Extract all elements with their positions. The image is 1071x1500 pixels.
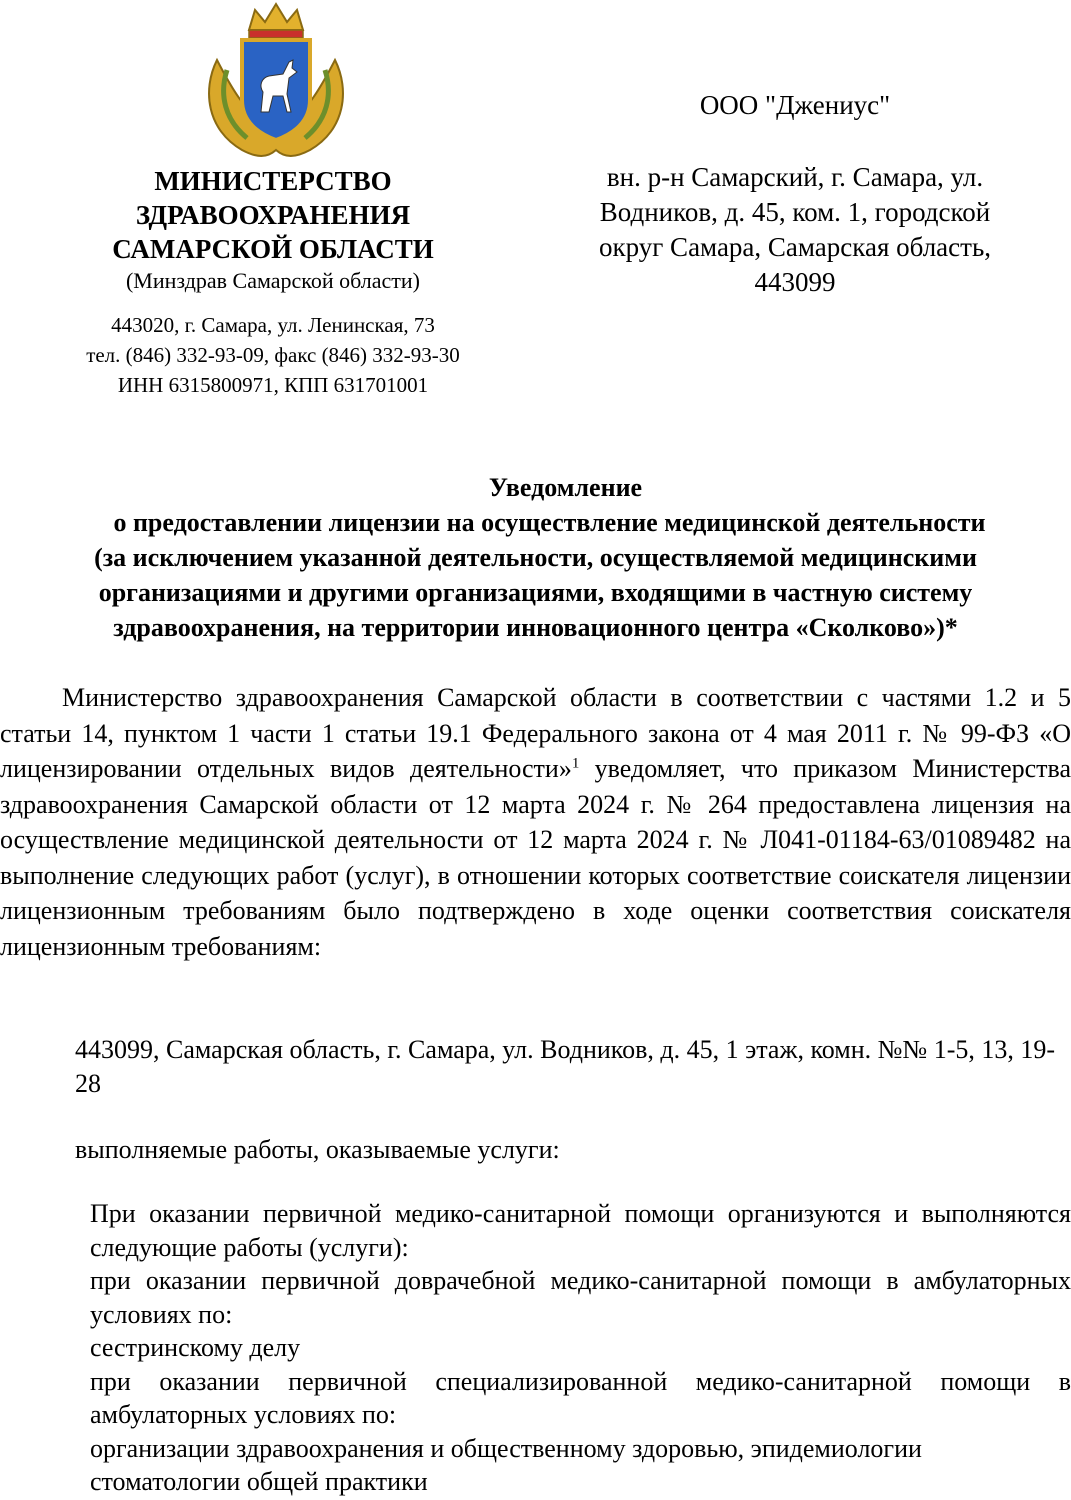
recipient-block	[560, 88, 1030, 300]
ministry-phone: тел. (846) 332-93-09, факс (846) 332-93-30	[86, 343, 460, 367]
document-title	[0, 470, 1071, 645]
main-paragraph	[0, 680, 1071, 964]
recipient-name: ООО "Джениус"	[699, 90, 891, 120]
service-item: при оказании первичной специализированной медико-санитарной помощи в амбулаторных условиях по:	[90, 1366, 1071, 1429]
services-list	[90, 1197, 1071, 1499]
footnote-mark: 1	[571, 755, 580, 772]
ministry-name-line1: МИНИСТЕРСТВО	[154, 166, 392, 196]
works-heading: выполняемые работы, оказываемые услуги:	[75, 1135, 560, 1164]
service-item: сестринскому делу	[90, 1333, 301, 1362]
activity-address: 443099, Самарская область, г. Самара, ул. Водников, д. 45, 1 этаж, комн. №№ 1-5, 13, 19-28	[75, 1035, 1056, 1098]
ministry-short-name: (Минздрав Самарской области)	[125, 268, 421, 293]
ministry-header	[40, 164, 506, 400]
service-item: стоматологии общей практики	[90, 1467, 428, 1496]
title-line4: организациями и другими организациями, входящими в частную систему	[98, 578, 973, 607]
recipient-address-line1: вн. р-н Самарский, г. Самара, ул.	[606, 162, 984, 192]
title-line1: Уведомление	[488, 473, 643, 502]
recipient-address-line3: округ Самара, Самарская область,	[598, 232, 992, 262]
ministry-contacts	[40, 310, 506, 400]
ministry-name-line2: ЗДРАВООХРАНЕНИЯ	[135, 200, 411, 230]
body-part2: уведомляет, что приказом Министерства здравоохранения Самарской области от 12 марта 2024 г. № 264 предоставлена лицензия на осуществление медицинской деятельности от 12 марта 2024 г. № Л041-01184-63/01089482 на выполнение следующих работ (услуг), в отношении которых соответствие соискателя лицензии лицензионным требованиям было подтверждено в ходе оценки соответствия соискателя лицензионным требованиям:	[0, 754, 1071, 961]
ministry-name-line3: САМАРСКОЙ ОБЛАСТИ	[112, 234, 434, 264]
ministry-address: 443020, г. Самара, ул. Ленинская, 73	[111, 313, 435, 337]
recipient-address-line2: Водников, д. 45, ком. 1, городской	[599, 197, 991, 227]
service-item: При оказании первичной медико-санитарной помощи организуются и выполняются следующие работы (услуги):	[90, 1199, 1071, 1262]
body-part1: Министерство здравоохранения Самарской области в соответствии с частями 1.2 и 5 статьи 14, пунктом 1 части 1 статьи 19.1 Федерального закона от 4 мая 2011 г. № 99-ФЗ «О лицензировании отдельных видов деятельности»	[0, 683, 1071, 783]
coat-of-arms-emblem	[197, 0, 355, 160]
recipient-address	[560, 160, 1030, 300]
title-line2: о предоставлении лицензии на осуществление медицинской деятельности	[113, 508, 986, 537]
service-item: организации здравоохранения и общественному здоровью, эпидемиологии	[90, 1433, 922, 1463]
ministry-inn: ИНН 6315800971, КПП 631701001	[117, 373, 429, 397]
recipient-address-line4: 443099	[754, 267, 836, 297]
title-line5: здравоохранения, на территории инновационного центра «Сколково»)*	[113, 613, 958, 642]
service-item: при оказании первичной доврачебной медико-санитарной помощи в амбулаторных условиях по:	[90, 1266, 1071, 1329]
title-line3: (за исключением указанной деятельности, осуществляемой медицинскими	[94, 543, 977, 572]
